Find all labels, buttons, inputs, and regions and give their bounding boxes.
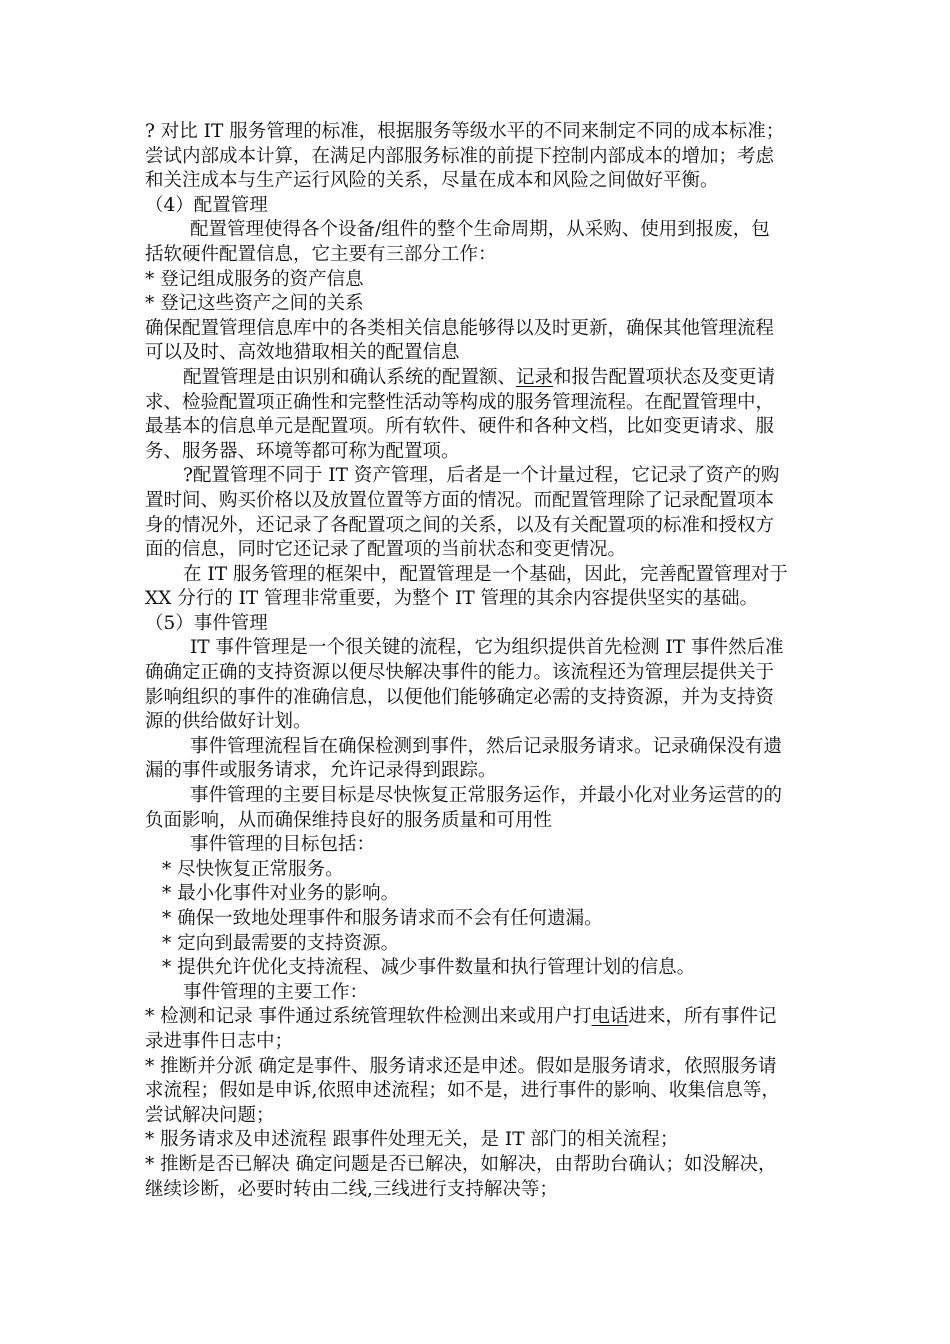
- text-line: 求流程；假如是申诉,依照申述流程；如不是，进行事件的影响、收集信息等，: [145, 1080, 780, 1102]
- text-line: 配置管理使得各个设备/组件的整个生命周期，从采购、使用到报废，包: [190, 219, 770, 241]
- bullet-item: * 服务请求及申述流程 跟事件处理无关，是 IT 部门的相关流程；: [145, 1129, 679, 1151]
- bullet-item: * 最小化事件对业务的影响。: [162, 883, 400, 905]
- text-line: XX 分行的 IT 管理非常重要，为整个 IT 管理的其余内容提供坚实的基础。: [145, 588, 759, 610]
- text-segment: 进来，所有事件记: [628, 1006, 777, 1028]
- text-line: 括软硬件配置信息，它主要有三部分工作：: [145, 243, 497, 265]
- text-line: 确确定正确的支持资源以便尽快解决事件的能力。该流程还为管理层提供关于: [145, 662, 775, 684]
- text-line: 负面影响，从而确保维持良好的服务质量和可用性: [145, 809, 553, 831]
- text-line: 事件管理的目标包括：: [190, 834, 376, 856]
- text-segment: * 检测和记录 事件通过系统管理软件检测出来或用户打: [145, 1006, 592, 1028]
- bullet-item: * 提供允许优化支持流程、减少事件数量和执行管理计划的信息。: [162, 957, 696, 979]
- bullet-item: * 确保一致地处理事件和服务请求而不会有任何遗漏。: [162, 908, 603, 929]
- bullet-item: * 尽快恢复正常服务。: [162, 858, 344, 880]
- document-body: [145, 120, 810, 1202]
- bullet-item: * 推断是否已解决 确定问题是否已解决，如解决，由帮助台确认；如没解决，: [145, 1153, 777, 1175]
- bullet-item: [145, 1005, 810, 1030]
- text-line: 身的情况外，还记录了各配置项之间的关系，以及有关配置项的标准和授权方: [145, 514, 775, 536]
- text-line: 可以及时、高效地猎取相关的配置信息: [145, 342, 460, 364]
- text-line: 和关注成本与生产运行风险的关系，尽量在成本和风险之间做好平衡。: [145, 170, 719, 192]
- bullet-item: * 登记这些资产之间的关系: [145, 293, 364, 315]
- text-line: ?配置管理不同于 IT 资产管理，后者是一个计量过程，它记录了资产的购: [183, 465, 780, 487]
- bullet-item: * 定向到最需要的支持资源。: [162, 932, 400, 954]
- section-heading: （5）事件管理: [145, 612, 268, 634]
- text-segment: 配置管理是由识别和确认系统的配置额、: [183, 366, 517, 388]
- text-line: 源的供给做好计划。: [145, 711, 312, 733]
- text-line: IT 事件管理是一个很关键的流程，它为组织提供首先检测 IT 事件然后准: [190, 637, 784, 659]
- text-line: 最基本的信息单元是配置项。所有软件、硬件和各种文档，比如变更请求、服: [145, 416, 775, 438]
- bullet-item: * 登记组成服务的资产信息: [145, 268, 364, 290]
- text-line: 尝试解决问题；: [145, 1104, 275, 1126]
- text-line: 务、服务器、环境等都可称为配置项。: [145, 440, 460, 462]
- bullet-item: * 推断并分派 确定是事件、服务请求还是申述。假如是服务请求，依照服务请: [145, 1055, 777, 1077]
- text-line: 事件管理的主要目标是尽快恢复正常服务运作，并最小化对业务运营的的: [190, 785, 783, 807]
- text-line: 尝试内部成本计算，在满足内部服务标准的前提下控制内部成本的增加；考虑: [145, 145, 775, 167]
- text-line: 确保配置管理信息库中的各类相关信息能够得以及时更新，确保其他管理流程: [145, 317, 775, 339]
- text-line: ? 对比 IT 服务管理的标准，根据服务等级水平的不同来制定不同的成本标准；: [145, 121, 785, 142]
- text-line: 在 IT 服务管理的框架中，配置管理是一个基础，因此，完善配置管理对于: [183, 563, 788, 585]
- section-heading: （4）配置管理: [145, 194, 268, 216]
- text-line: 影响组织的事件的准确信息，以便他们能够确定必需的支持资源，并为支持资: [145, 686, 775, 708]
- text-segment: 和报告配置项状态及变更请: [553, 366, 776, 388]
- text-line: 录进事件日志中；: [145, 1030, 294, 1052]
- text-line: 求、检验配置项正确性和完整性活动等构成的服务管理流程。在配置管理中，: [145, 391, 775, 413]
- record-link[interactable]: 记录: [516, 366, 554, 388]
- text-line: 事件管理的主要工作：: [183, 981, 369, 1003]
- text-line: 事件管理流程旨在确保检测到事件，然后记录服务请求。记录确保没有遗: [190, 735, 783, 757]
- text-line: 置时间、购买价格以及放置位置等方面的情况。而配置管理除了记录配置项本: [145, 489, 775, 511]
- phone-link[interactable]: 电话: [591, 1006, 629, 1028]
- text-line: [145, 366, 810, 391]
- text-line: 继续诊断，必要时转由二线,三线进行支持解决等；: [145, 1178, 558, 1200]
- text-line: 面的信息，同时它还记录了配置项的当前状态和变更情况。: [145, 539, 627, 561]
- text-line: 漏的事件或服务请求，允许记录得到跟踪。: [145, 760, 497, 782]
